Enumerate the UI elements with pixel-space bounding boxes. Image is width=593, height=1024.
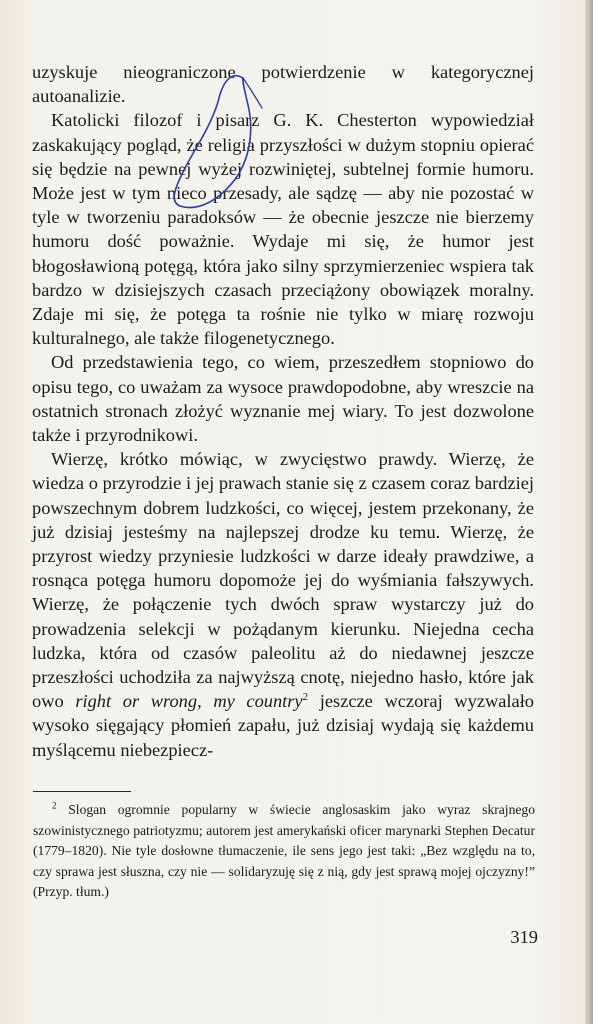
footnote-mark: 2 xyxy=(52,800,57,811)
page-edge-shadow xyxy=(585,0,593,1024)
paragraph-3: Od przedstawienia tego, co wiem, przeszedłem stopniowo do opisu tego, co uważam za wysoce prawdopodobne, aby wreszcie na ostatnich stronach złożyć wyznanie mej wiary. To jest dozwolone także i przyrodnikowi. xyxy=(32,352,534,446)
paragraph-4-text-b: jeszcze wczoraj wyzwalało wysoko sięgający płomień zapału, już dzisiaj wydają się każdemu myślącemu niebezpiecz- xyxy=(32,691,534,760)
main-text xyxy=(32,60,534,762)
paragraph-4-text-a: Wierzę, krótko mówiąc, w zwycięstwo prawdy. Wierzę, że wiedza o przyrodzie i jej prawach stanie się z czasem coraz bardziej powszechnym dobrem ludzkości, co więcej, jestem przekonany, że już dzisiaj jesteśmy na najlepszej drodze ku temu. Wierzę, że przyrost wiedzy przyniesie ludzkości w darze ideały prawdziwe, a rosnąca potęga humoru dopomoże jej do wyśmiania fałszywych. Wierzę, że połączenie tych dwóch spraw wystarczy już do prowadzenia selekcji w pożądanym kierunku. Niejedna cecha ludzka, która od czasów paleolitu aż do niedawnej jeszcze przeszłości uchodziła za najwyższą cnotę, niejedno hasło, które jak owo xyxy=(32,449,534,712)
paragraph-4 xyxy=(32,447,534,762)
page-number: 319 xyxy=(510,927,538,947)
footnote-reference: 2 xyxy=(302,691,309,704)
paragraph-2: Katolicki filozof i pisarz G. K. Chesterton wypowiedział zaskakujący pogląd, że religia przyszłości w dużym stopniu opierać się będzie na pewnej wyżej rozwiniętej, subtelnej formie humoru. Może jest w tym nieco przesady, ale sądzę — aby nie pozostać w tyle w tworzeniu paradoksów — że obecnie jeszcze nie bierzemy humoru dość poważnie. Wydaje mi się, że humor jest błogosławioną potęgą, która jako silny sprzymierzeniec wspiera tak bardzo w dzisiejszych czasach przeciążony obowiązek moralny. Zdaje mi się, że potęga ta rośnie nie tylko w miarę rozwoju kulturalnego, ale także filogenetycznego. xyxy=(32,110,534,349)
footnote-divider xyxy=(33,791,131,792)
paragraph-1: uzyskuje nieograniczone potwierdzenie w kategorycznej autoanalizie. xyxy=(32,62,534,107)
footnote xyxy=(33,800,535,903)
footnote-text: Slogan ogromnie popularny w świecie anglosaskim jako wyraz skrajnego szowinistycznego patriotyzmu; autorem jest amerykański oficer marynarki Stephen Decatur (1779–1820). Nie tyle dosłowne tłumaczenie, ile sens jego jest taki: „Bez względu na to, czy sprawa jest słuszna, czy nie — solidaryzuję się z nią, gdy jest sprawą mojej ojczyzny!” (Przyp. tłum.) xyxy=(33,802,535,900)
slogan-italic: right or wrong, my country xyxy=(75,691,303,712)
